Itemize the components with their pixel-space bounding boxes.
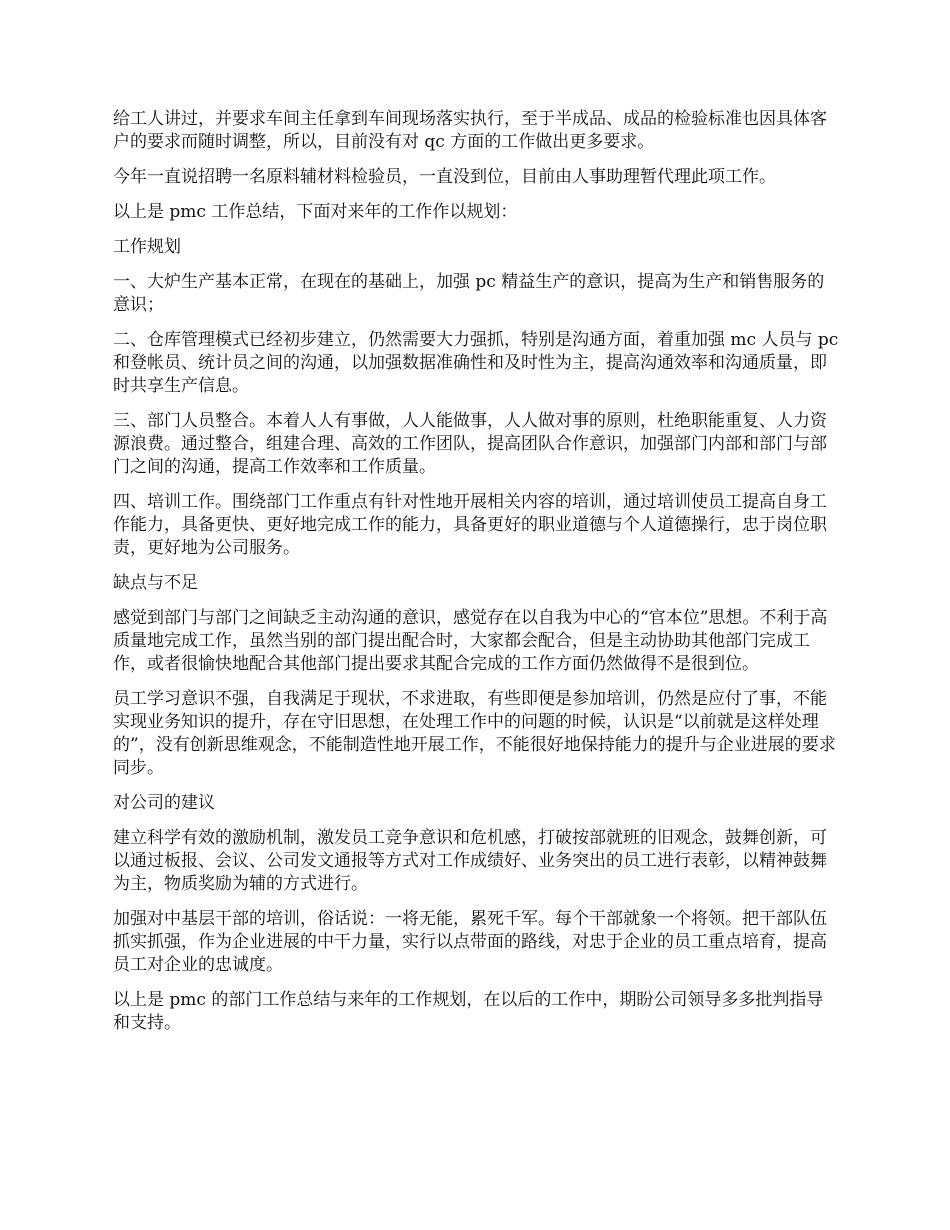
paragraph-shortcoming-learning: 员工学习意识不强，自我满足于现状，不求进取，有些即便是参加培训，仍然是应付了事，不能实现业务知识的提升，存在守旧思想，在处理工作中的问题的时候，认识是“以前就是这样处理的”，没有创新思维观念，不能制造性地开展工作，不能很好地保持能力的提升与企业进展的要求同步。 (113, 689, 836, 778)
paragraph-closing: 以上是 pmc 的部门工作总结与来年的工作规划，在以后的工作中，期盼公司领导多多批判指导和支持。 (113, 990, 824, 1033)
section-heading-suggestions: 对公司的建议 (113, 793, 215, 813)
section-heading-shortcomings: 缺点与不足 (113, 573, 198, 593)
paragraph-plan-item-1: 一、大炉生产基本正常，在现在的基础上，加强 pc 精益生产的意识，提高为生产和销售服务的意识； (113, 272, 825, 315)
paragraph-qc-standards: 给工人讲过，并要求车间主任拿到车间现场落实执行，至于半成品、成品的检验标准也因具体客户的要求而随时调整，所以，目前没有对 qc 方面的工作做出更多要求。 (113, 109, 827, 152)
paragraph-plan-item-3: 三、部门人员整合。本着人人有事做，人人能做事，人人做对事的原则，杜绝职能重复、人力资源浪费。通过整合，组建合理、高效的工作团队，提高团队合作意识，加强部门内部和部门与部门之间的沟通，提高工作效率和工作质量。 (113, 411, 827, 477)
section-heading-work-plan: 工作规划 (113, 237, 181, 257)
paragraph-inspector-recruitment: 今年一直说招聘一名原料辅材料检验员，一直没到位，目前由人事助理暂代理此项工作。 (113, 167, 776, 187)
paragraph-shortcoming-communication: 感觉到部门与部门之间缺乏主动沟通的意识，感觉存在以自我为中心的“官本位”思想。不利于高质量地完成工作，虽然当别的部门提出配合时，大家都会配合，但是主动协助其他部门完成工作，或者很愉快地配合其他部门提出要求其配合完成的工作方面仍然做得不是很到位。 (113, 608, 828, 674)
paragraph-suggestion-incentives: 建立科学有效的激励机制，激发员工竞争意识和危机感，打破按部就班的旧观念，鼓舞创新，可以通过板报、会议、公司发文通报等方式对工作成绩好、业务突出的员工进行表彰，以精神鼓舞为主，物质奖励为辅的方式进行。 (113, 828, 827, 894)
document-body (113, 108, 839, 1047)
paragraph-summary-intro: 以上是 pmc 工作总结，下面对来年的工作作以规划： (113, 202, 518, 222)
paragraph-plan-item-2: 二、仓库管理模式已经初步建立，仍然需要大力强抓，特别是沟通方面，着重加强 mc 人员与 pc 和登帐员、统计员之间的沟通，以加强数据准确性和及时性为主，提高沟通效率和沟通质量，即时共享生产信息。 (113, 330, 839, 396)
paragraph-plan-item-4: 四、培训工作。围绕部门工作重点有针对性地开展相关内容的培训，通过培训使员工提高自身工作能力，具备更快、更好地完成工作的能力，具备更好的职业道德与个人道德操行，忠于岗位职责，更好地为公司服务。 (113, 492, 827, 558)
paragraph-suggestion-training: 加强对中基层干部的培训，俗话说：一将无能，累死千军。每个干部就象一个将领。把干部队伍抓实抓强，作为企业进展的中干力量，实行以点带面的路线，对忠于企业的员工重点培育，提高员工对企业的忠诚度。 (113, 909, 827, 975)
